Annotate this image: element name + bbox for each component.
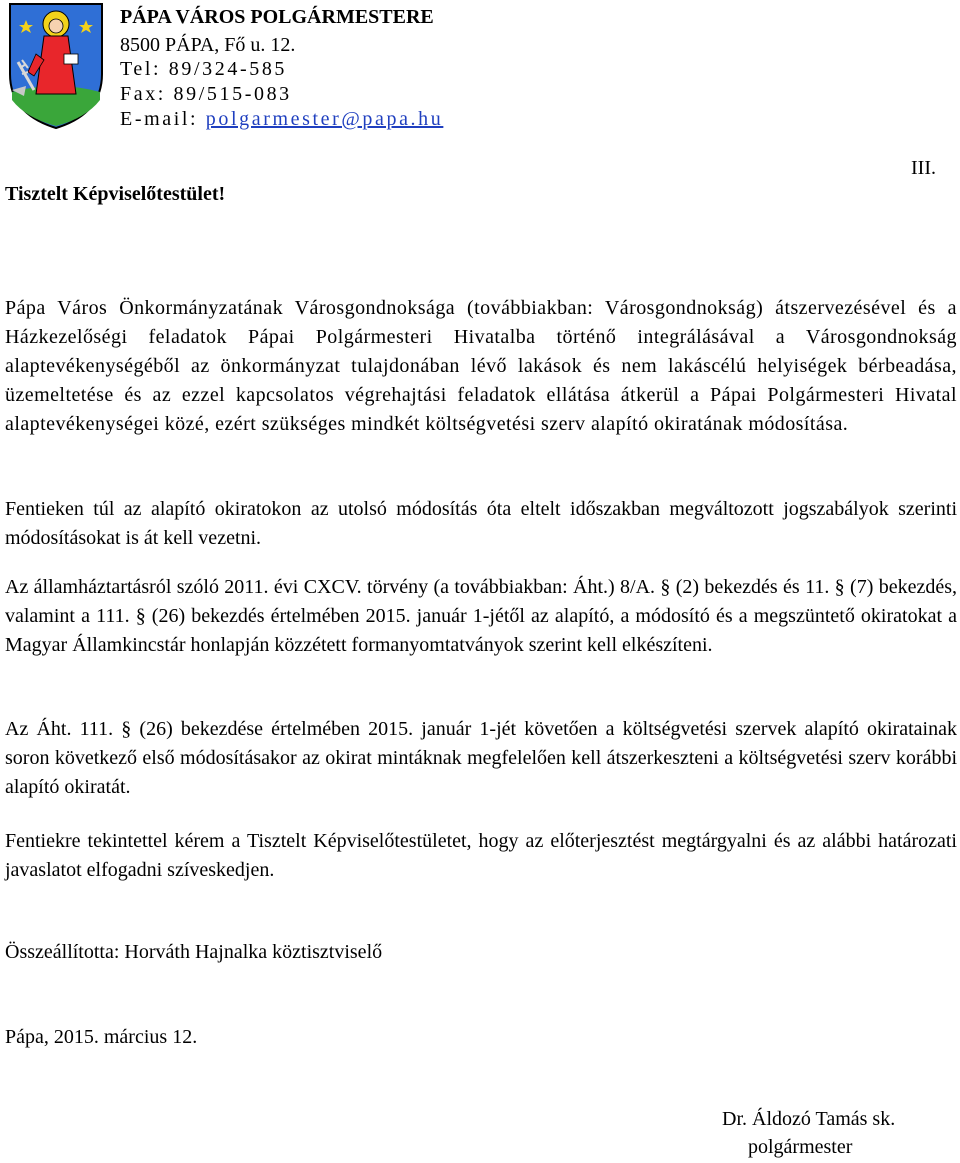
org-phone: Tel: 89/324-585 xyxy=(120,58,288,80)
signatory-title: polgármester xyxy=(748,1136,853,1158)
greeting: Tisztelt Képviselőtestület! xyxy=(5,183,226,205)
org-fax: Fax: 89/515-083 xyxy=(120,83,292,105)
paragraph-2: Fentieken túl az alapító okiratokon az utolsó módosítás óta eltelt időszakban megváltozott jogszabályok szerinti módosításokat is át kell vezetni. xyxy=(5,498,957,549)
org-name: PÁPA VÁROS POLGÁRMESTERE xyxy=(120,6,434,28)
org-email-line xyxy=(120,107,443,131)
paragraph-3: Az államháztartásról szóló 2011. évi CXCV. törvény (a továbbiakban: Áht.) 8/A. § (2) bekezdés és 11. § (7) bekezdés, valamint a 111. § (26) bekezdés értelmében 2015. január 1-jétől az alapító, a módosító és a megszüntető okiratokat a Magyar Államkincstár honlapján közzétett formanyomtatványok szerint kell elkészíteni. xyxy=(5,576,957,656)
signatory-name: Dr. Áldozó Tamás sk. xyxy=(722,1108,896,1130)
compiled-by: Összeállította: Horváth Hajnalka köztisztviselő xyxy=(5,941,383,963)
paragraph-1: Pápa Város Önkormányzatának Városgondnoksága (továbbiakban: Városgondnokság) átszervezésével és a Házkezelőségi feladatok Pápai Polgármesteri Hivatalba történő integrálásával a Városgondnokság alaptevékenységéből az önkormányzat tulajdonában lévő lakások és nem lakáscélú helyiségek bérbeadása, üzemeltetése és az ezzel kapcsolatos végrehajtási feladatok ellátása átkerül a Pápai Polgármesteri Hivatal alaptevékenységei közé, ezért szükséges mindkét költségvetési szerv alapító okiratának módosítása. xyxy=(5,297,957,435)
paragraph-5: Fentiekre tekintettel kérem a Tisztelt Képviselőtestületet, hogy az előterjesztést megtárgyalni és az alábbi határozati javaslatot elfogadni szíveskedjen. xyxy=(5,830,957,881)
paragraph-4: Az Áht. 111. § (26) bekezdése értelmében 2015. január 1-jét követően a költségvetési szervek alapító okiratainak soron következő első módosításakor az okirat mintáknak megfelelően kell átszerkeszteni a költségvetési szerv korábbi alapító okiratát. xyxy=(5,718,957,798)
org-address: 8500 PÁPA, Fő u. 12. xyxy=(120,34,296,56)
document-number: III. xyxy=(911,157,936,179)
city-coat-of-arms xyxy=(6,2,106,130)
email-link[interactable]: polgarmester@papa.hu xyxy=(205,108,444,130)
email-label: E-mail: xyxy=(120,108,206,130)
place-and-date: Pápa, 2015. március 12. xyxy=(5,1026,198,1048)
